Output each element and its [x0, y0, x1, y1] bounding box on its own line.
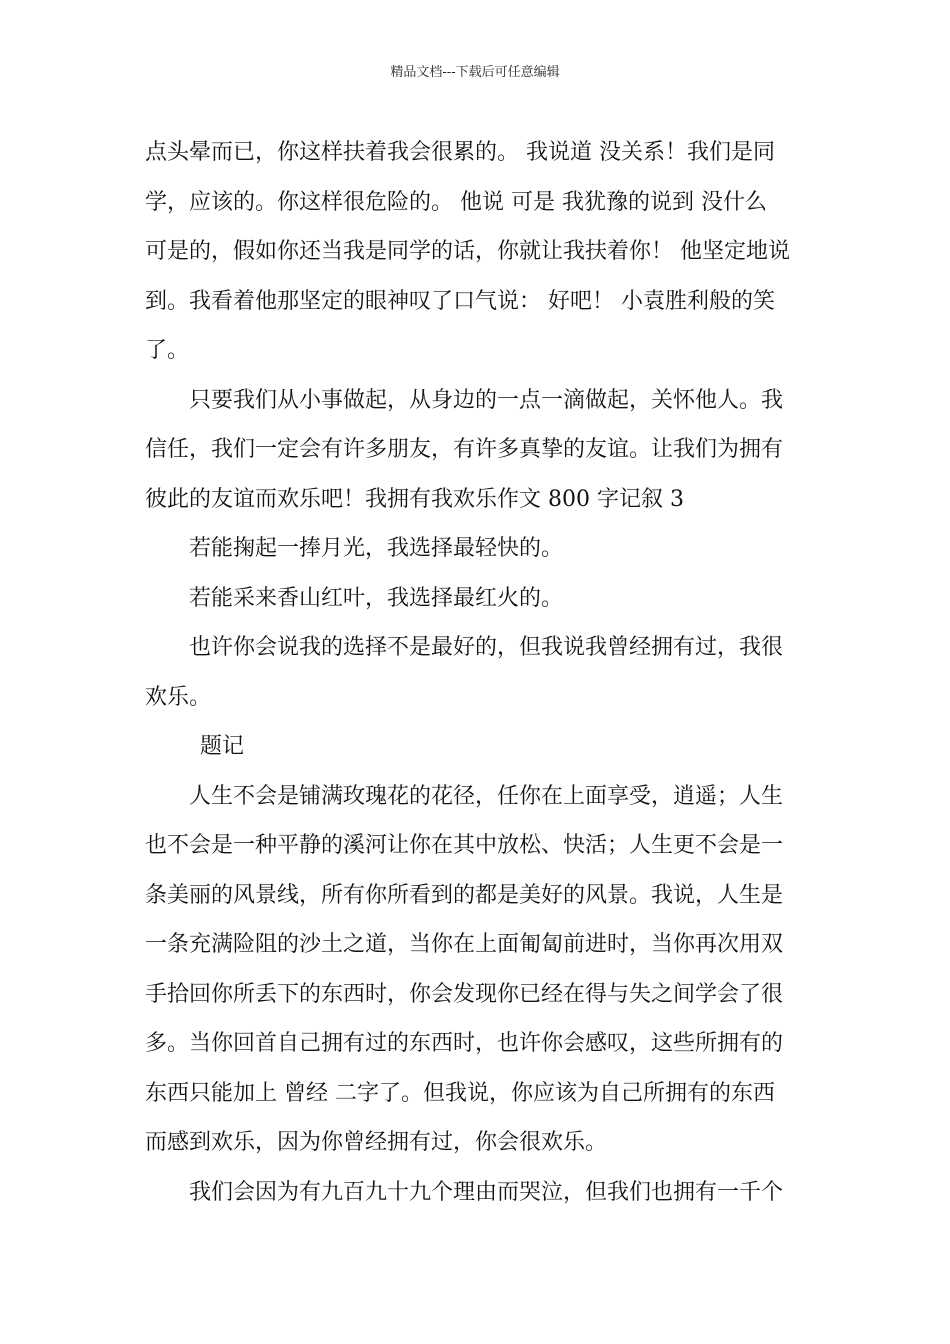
text-line: 到。我看着他那坚定的眼神叹了口气说： 好吧！ 小袁胜利般的笑 [145, 288, 775, 314]
paragraph-start-line: 若能掬起一捧月光，我选择最轻快的。 [189, 536, 564, 561]
paragraph-start-line: 我们会因为有九百九十九个理由而哭泣，但我们也拥有一千个 [189, 1179, 784, 1205]
text-line: 而感到欢乐，因为你曾经拥有过，你会很欢乐。 [145, 1130, 608, 1155]
epigraph-label: 题记 [200, 734, 245, 759]
text-line: 一条充满险阻的沙土之道，当你在上面匍匐前进时，当你再次用双 [145, 932, 784, 957]
text-line: 条美丽的风景线，所有你所看到的都是美好的风景。我说，人生是 [145, 882, 784, 908]
text-line: 彼此的友谊而欢乐吧！我拥有我欢乐作文 800 字记叙 3 [145, 486, 684, 512]
text-line: 了。 [145, 338, 190, 363]
paragraph-start-line: 只要我们从小事做起，从身边的一点一滴做起，关怀他人。我 [189, 387, 784, 413]
text-line: 多。当你回首自己拥有过的东西时，也许你会感叹，这些所拥有的 [145, 1031, 784, 1056]
text-line: 手拾回你所丢下的东西时，你会发现你已经在得与失之间学会了很 [145, 981, 784, 1007]
text-line: 点头晕而已，你这样扶着我会很累的。 我说道 没关系！我们是同 [145, 140, 775, 165]
text-line: 也不会是一种平静的溪河让你在其中放松、快活；人生更不会是一 [145, 833, 784, 858]
text-line: 学，应该的。你这样很危险的。 他说 可是 我犹豫的说到 没什么 [145, 189, 767, 215]
paragraph-start-line: 人生不会是铺满玫瑰花的花径，任你在上面享受，逍遥；人生 [189, 783, 784, 809]
paragraph-start-line: 若能采来香山红叶，我选择最红火的。 [189, 585, 564, 611]
text-line: 信任，我们一定会有许多朋友，有许多真挚的友谊。让我们为拥有 [145, 437, 784, 462]
text-line: 欢乐。 [145, 684, 212, 710]
page-header: 精品文档---下载后可任意编辑 [390, 65, 560, 80]
paragraph-start-line: 也许你会说我的选择不是最好的，但我说我曾经拥有过，我很 [189, 635, 784, 660]
text-line: 东西只能加上 曾经 二字了。但我说，你应该为自己所拥有的东西 [145, 1080, 775, 1106]
text-line: 可是的，假如你还当我是同学的话，你就让我扶着你！ 他坚定地说 [145, 239, 790, 264]
document-body [145, 133, 809, 1222]
